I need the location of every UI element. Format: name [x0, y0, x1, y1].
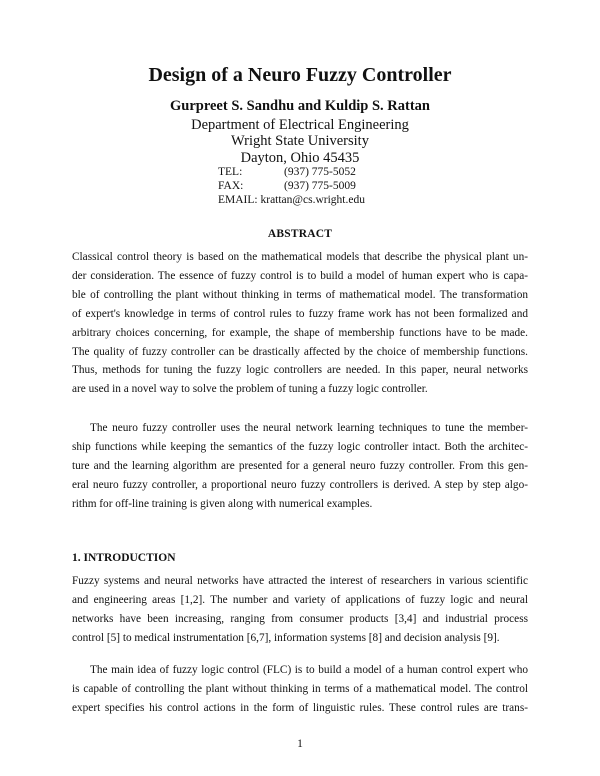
paper-authors: Gurpreet S. Sandhu and Kuldip S. Rattan [169, 98, 431, 114]
text-line: The neuro fuzzy controller uses the neural network learning techniques to tune the member- [90, 422, 528, 434]
contact-email [218, 194, 365, 206]
text-line: of expert's knowledge in terms of control rules to fuzzy frame work has not been formalized and [72, 307, 528, 320]
introduction-paragraph-1 [72, 572, 528, 648]
text-line: rithm for off-line training is given along with numerical examples. [72, 497, 373, 510]
affiliation-university: Wright State University [231, 133, 369, 149]
affiliation-address: Dayton, Ohio 45435 [240, 150, 360, 166]
text-line: Classical control theory is based on the mathematical models that describe the physical plant un- [72, 251, 528, 263]
paper-title: Design of a Neuro Fuzzy Controller [148, 64, 452, 86]
abstract-heading: ABSTRACT [267, 228, 333, 240]
text-line: Thus, methods for tuning the fuzzy logic controllers are needed. In this paper, neural networks [72, 364, 528, 377]
text-line: is capable of controlling the plant without thinking in terms of a mathematical model. The control [72, 682, 528, 695]
contact-email-label: EMAIL: [218, 194, 258, 206]
text-line: are used in a novel way to solve the problem of tuning a fuzzy logic controller. [72, 383, 428, 396]
text-line: control [5] to medical instrumentation [6,7], information systems [8] and decision analysis [9]. [72, 631, 500, 644]
contact-fax [218, 180, 356, 192]
text-line: eral neuro fuzzy controller, a proportional neuro fuzzy controllers is derived. A step by step algo- [72, 478, 528, 491]
page-number: 1 [297, 738, 303, 750]
contact-fax-label: FAX: [218, 180, 244, 192]
section-heading-introduction: 1. INTRODUCTION [72, 552, 176, 564]
contact-tel [218, 166, 356, 178]
text-line: The quality of fuzzy controller can be drastically affected by the choice of membership functions. [72, 345, 528, 358]
text-line: expert specifies his control actions in the form of linguistic rules. These control rules are trans- [72, 701, 528, 714]
affiliation-department: Department of Electrical Engineering [191, 117, 409, 133]
contact-tel-label: TEL: [218, 166, 243, 178]
text-line: and engineering areas [1,2]. The number and variety of applications of fuzzy logic and neural [72, 593, 528, 606]
text-line: arbitrary choices concerning, for example, the shape of membership functions have to be made. [72, 326, 528, 339]
contact-tel-value: (937) 775-5052 [284, 166, 356, 178]
text-line: ture and the learning algorithm are presented for a general neuro fuzzy controller. From this gen- [72, 459, 528, 472]
text-line: der consideration. The essence of fuzzy control is to build a model of human expert who is capa- [72, 269, 528, 282]
introduction-paragraph-2 [72, 661, 528, 718]
contact-email-value: krattan@cs.wright.edu [260, 194, 365, 206]
contact-fax-value: (937) 775-5009 [284, 180, 356, 192]
text-line: The main idea of fuzzy logic control (FLC) is to build a model of a human control expert who [90, 664, 528, 676]
text-line: ble of controlling the plant without thinking in terms of mathematical model. The transformation [72, 288, 528, 301]
abstract-paragraph-1 [72, 248, 528, 399]
text-line: networks have been increasing, ranging from consumer products [3,4] and industrial process [72, 612, 528, 625]
text-line: ship functions while keeping the semantics of the fuzzy logic controller intact. Both the architec- [72, 440, 528, 453]
abstract-paragraph-2 [72, 419, 528, 514]
text-line: Fuzzy systems and neural networks have attracted the interest of researchers in various scientific [72, 575, 528, 587]
